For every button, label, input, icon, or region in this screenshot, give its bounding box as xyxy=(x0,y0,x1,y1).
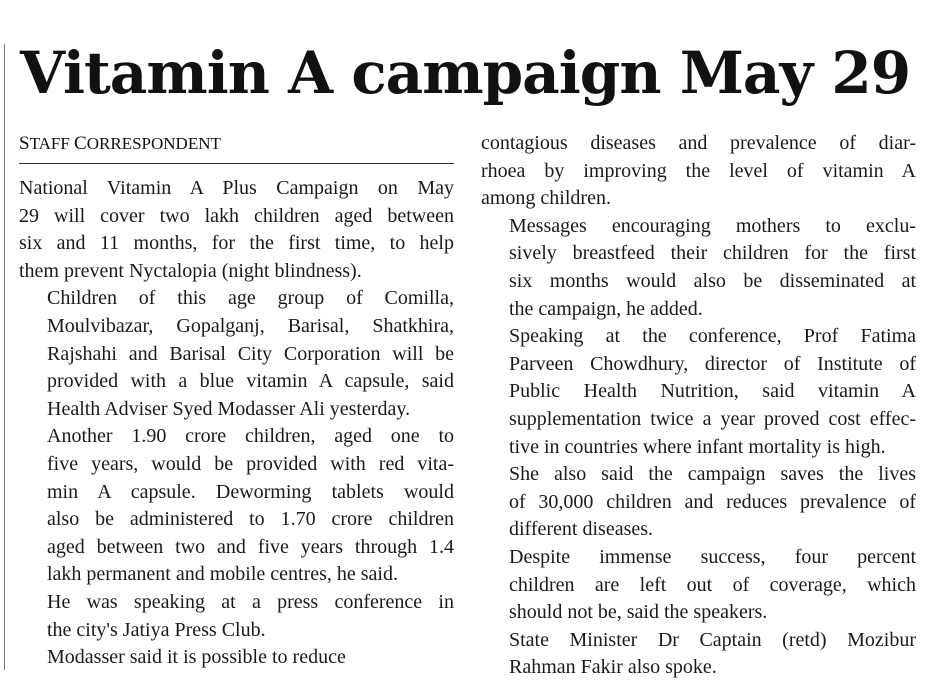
text-line: min A capsule. Deworming tablets would xyxy=(47,480,454,503)
paragraph xyxy=(19,589,454,644)
text-line: tive in countries where infant mortality is high. xyxy=(509,435,886,458)
text-line: Moulvibazar, Gopalganj, Barisal, Shatkhira, xyxy=(47,314,454,337)
column-rule xyxy=(4,44,5,670)
text-line: different diseases. xyxy=(509,518,654,541)
paragraph xyxy=(19,285,454,423)
text-line: Health Adviser Syed Modasser Ali yesterday. xyxy=(47,397,411,420)
text-line: six and 11 months, for the first time, to help xyxy=(19,232,454,255)
byline: STAFF CORRESPONDENT xyxy=(19,133,221,154)
text-line: sively breastfeed their children for the first xyxy=(509,242,916,265)
text-line: Speaking at the conference, Prof Fatima xyxy=(509,325,916,348)
text-line: should not be, said the speakers. xyxy=(509,601,768,624)
article-column-left xyxy=(19,175,454,672)
text-line: six months would also be disseminated at xyxy=(509,269,916,292)
paragraph xyxy=(481,213,916,323)
text-line: Children of this age group of Comilla, xyxy=(47,287,454,310)
byline-divider xyxy=(19,163,454,164)
paragraph xyxy=(481,627,916,682)
text-line: Rajshahi and Barisal City Corporation will be xyxy=(47,342,454,365)
text-line: of 30,000 children and reduces prevalence of xyxy=(509,490,916,513)
text-line: Messages encouraging mothers to exclu- xyxy=(509,214,916,237)
text-line: five years, would be provided with red vita- xyxy=(47,452,454,475)
text-line: them prevent Nyctalopia (night blindness). xyxy=(19,259,362,282)
paragraph xyxy=(481,323,916,461)
headline: Vitamin A campaign May 29 xyxy=(20,39,911,107)
text-line: Another 1.90 crore children, aged one to xyxy=(47,425,454,448)
text-line: lakh permanent and mobile centres, he said. xyxy=(47,563,398,586)
text-line: supplementation twice a year proved cost effec- xyxy=(509,407,916,430)
text-line: National Vitamin A Plus Campaign on May xyxy=(19,177,454,199)
text-line: the city's Jatiya Press Club. xyxy=(47,618,266,641)
paragraph xyxy=(481,461,916,544)
paragraph xyxy=(19,423,454,589)
text-line: among children. xyxy=(481,187,611,210)
article-column-right xyxy=(481,130,916,682)
text-line: Rahman Fakir also spoke. xyxy=(509,656,717,679)
text-line: aged between two and five years through 1.4 xyxy=(47,535,454,558)
text-line: Parveen Chowdhury, director of Institute of xyxy=(509,352,916,375)
text-line: also be administered to 1.70 crore children xyxy=(47,508,454,531)
text-line: He was speaking at a press conference in xyxy=(47,590,454,613)
text-line: Public Health Nutrition, said vitamin A xyxy=(509,380,916,403)
paragraph xyxy=(19,644,454,672)
text-line: Modasser said it is possible to reduce xyxy=(47,646,346,669)
text-line: contagious diseases and prevalence of diar- xyxy=(481,132,916,154)
paragraph xyxy=(481,130,916,213)
paragraph xyxy=(19,175,454,285)
text-line: children are left out of coverage, which xyxy=(509,573,916,596)
text-line: rhoea by improving the level of vitamin A xyxy=(481,159,916,182)
text-line: provided with a blue vitamin A capsule, said xyxy=(47,370,454,393)
text-line: She also said the campaign saves the lives xyxy=(509,463,916,486)
text-line: State Minister Dr Captain (retd) Mozibur xyxy=(509,628,916,651)
text-line: 29 will cover two lakh children aged between xyxy=(19,204,454,227)
text-line: Despite immense success, four percent xyxy=(509,545,916,568)
paragraph xyxy=(481,544,916,627)
text-line: the campaign, he added. xyxy=(509,297,703,320)
